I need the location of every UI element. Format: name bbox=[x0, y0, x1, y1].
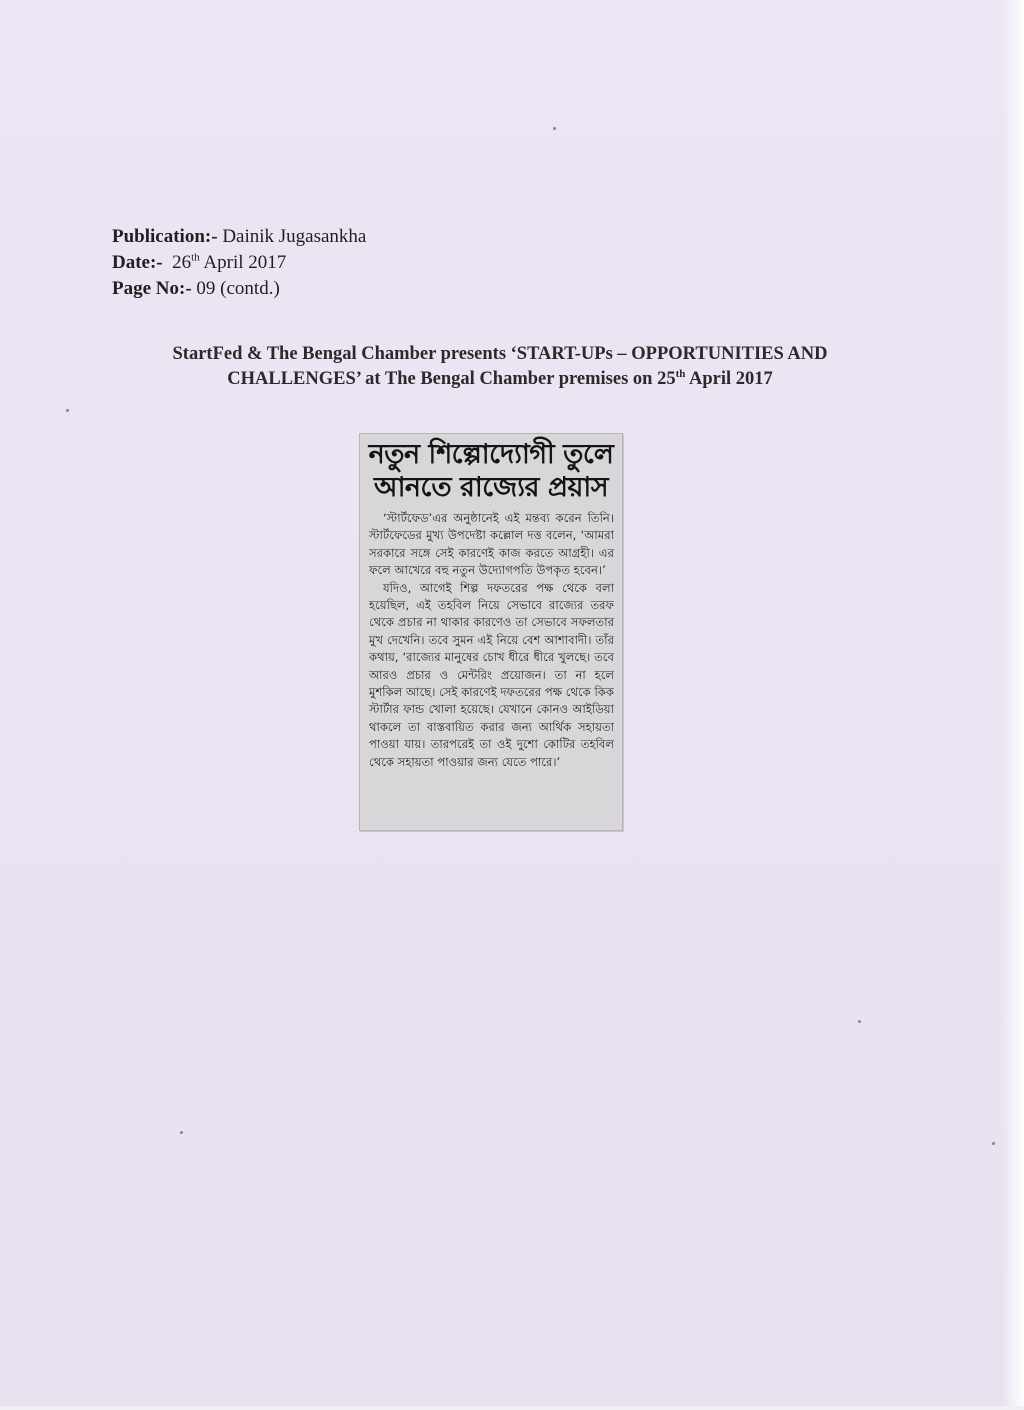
clipping-body bbox=[369, 510, 614, 771]
page-bottom-edge bbox=[0, 1406, 1024, 1410]
date-month-year: April 2017 bbox=[203, 252, 287, 273]
publication-label: Publication:- bbox=[112, 226, 218, 247]
date-row bbox=[112, 250, 366, 276]
clipping-paragraph-2: যদিও, আগেই শিল্প দফতরের পক্ষ থেকে বলা হয়েছিল, এই তহবিল নিয়ে সেভাবে রাজ্যের তরফ থেকে প্রচার না থাকার কারণেও তা সেভাবে সফলতার মুখ দেখেনি। তবে সুমন এই নিয়ে বেশ আশাবাদী। তাঁর কথায়, ‘রাজ্যের মানুষের চোখ ধীরে ধীরে খুলছে। তবে আরও প্রচার ও মেন্টরিং প্রয়োজন। তা না হলে মুশকিল আছে। সেই কারণেই দফতরের পক্ষ থেকে কিক স্টার্টার ফান্ড খোলা হয়েছে। যেখানে কোনও আইডিয়া থাকলে তা বাস্তবায়িত করার জন্য আর্থিক সহায়তা পাওয়া যায়। তারপরেই তা ওই দুশো কোটির তহবিল থেকে সহায়তা পাওয়ার জন্য যেতে পারে।’ bbox=[369, 580, 614, 769]
caption-date-suffix: th bbox=[675, 367, 686, 380]
event-caption bbox=[60, 342, 940, 392]
page-number-label: Page No:- bbox=[112, 278, 192, 299]
scan-speck bbox=[858, 1020, 861, 1023]
caption-line-2-text: CHALLENGES’ at The Bengal Chamber premises on 25 bbox=[227, 369, 676, 389]
caption-line-2-end: April 2017 bbox=[688, 369, 773, 389]
scan-speck bbox=[553, 127, 556, 130]
page-number-row bbox=[112, 276, 366, 302]
newspaper-clipping bbox=[359, 433, 623, 831]
date-day: 26 bbox=[172, 252, 192, 273]
page-edge-shadow bbox=[1002, 0, 1024, 1410]
publication-name: Dainik Jugasankha bbox=[222, 226, 367, 247]
clipping-headline-line-1: নতুন শিল্পোদ্যোগী তুলে bbox=[368, 439, 614, 470]
caption-line-1: StartFed & The Bengal Chamber presents ‘START-UPs – OPPORTUNITIES AND bbox=[172, 344, 828, 364]
caption-line-2 bbox=[60, 367, 940, 392]
date-value bbox=[167, 252, 286, 273]
clipping-paragraph-1: ‘স্টার্টফেড’এর অনুষ্ঠানেই এই মন্তব্য করেন তিনি। স্টার্টফেডের মুখ্য উপদেষ্টা কল্লোল দত্ত বলেন, ‘আমরা সরকারে সঙ্গে সেই কারণেই কাজ করতে আগ্রহী। এর ফলে আখেরে বহু নতুন উদ্যোগপতি উপকৃত হবেন।’ bbox=[369, 511, 614, 578]
publication-row bbox=[112, 224, 366, 250]
clipping-headline-line-2: আনতে রাজ্যের প্রয়াস bbox=[373, 472, 609, 503]
date-label: Date:- bbox=[112, 252, 163, 273]
scan-speck bbox=[180, 1131, 183, 1134]
clipping-headline bbox=[366, 438, 616, 504]
publication-info bbox=[112, 224, 366, 302]
page-number-value: 09 (contd.) bbox=[196, 278, 280, 299]
scan-speck bbox=[66, 409, 69, 412]
scan-speck bbox=[992, 1142, 995, 1145]
date-day-suffix: th bbox=[191, 251, 200, 264]
